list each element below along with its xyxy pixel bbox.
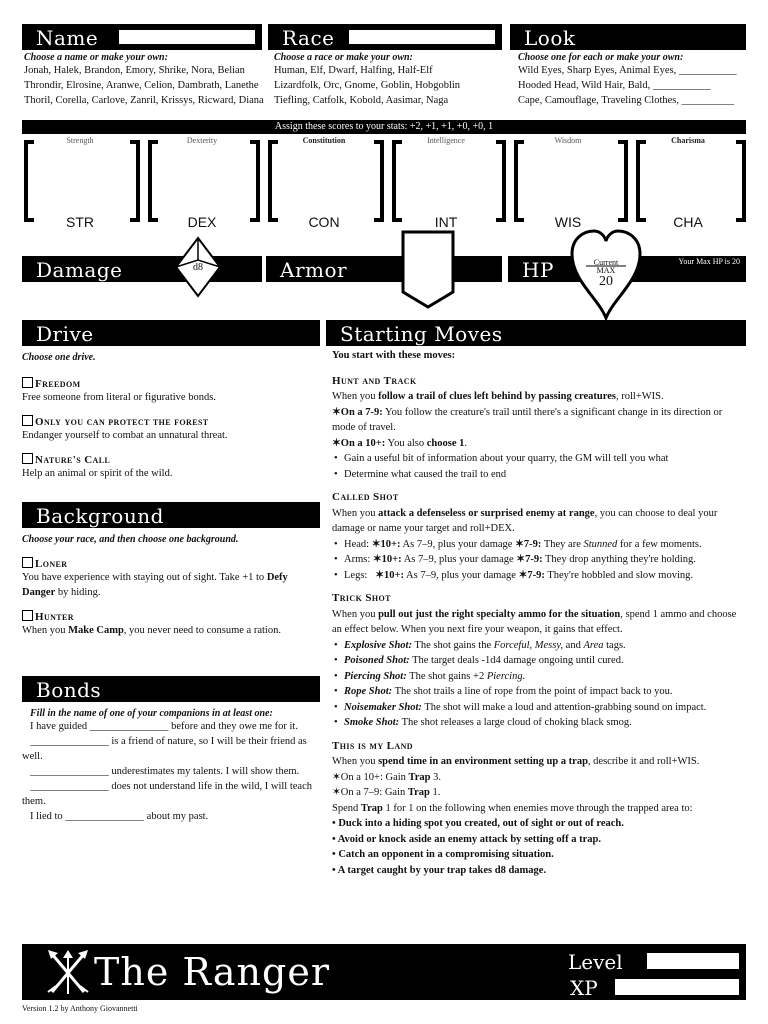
drive-protect-name: Only you can protect the forest	[35, 416, 209, 428]
called-arms-d: ✶7-9:	[516, 554, 543, 565]
called-legs-a: Legs:	[344, 569, 376, 581]
stat-label-int: Intelligence	[427, 136, 465, 145]
armor-title: Armor	[280, 258, 348, 282]
land-l3a: ✶On a 7–9: Gain	[332, 787, 408, 798]
drive-title: Drive	[36, 322, 94, 346]
hp-max-value: 20	[599, 274, 613, 289]
trick-l1a: When you	[332, 608, 379, 620]
race-input[interactable]	[348, 29, 496, 45]
land-l3c: 1.	[429, 787, 441, 798]
called-head-a: Head:	[344, 538, 372, 550]
stat-abbr-wis: WIS	[554, 214, 582, 230]
stat-label-wis: Wisdom	[554, 136, 582, 145]
hunt-l3c: choose 1	[426, 437, 465, 449]
trick-item: • Noisemaker Shot: The shot will make a loud and attention-grabbing sound on impact.	[332, 700, 748, 716]
look-title: Look	[524, 26, 576, 50]
drive-protect-desc: Endanger yourself to combat an unnatural threat.	[22, 430, 228, 441]
con-bracket-left	[268, 140, 278, 222]
hunt-l3b: You also	[385, 437, 427, 449]
str-bracket-right	[130, 140, 140, 222]
land-l4a: Spend	[332, 802, 361, 814]
land-l2c: 3.	[430, 771, 442, 783]
name-line-1: Jonah, Halek, Brandon, Emory, Shrike, Nora, Belian	[24, 65, 245, 76]
look-line-2: Hooded Head, Wild Hair, Bald, ___________	[518, 80, 711, 91]
damage-title: Damage	[36, 258, 123, 282]
con-bracket-right	[374, 140, 384, 222]
called-head-e: They are	[541, 538, 584, 550]
natures-call-checkbox[interactable]	[22, 453, 33, 464]
armor-bar	[266, 256, 502, 282]
look-options	[518, 52, 750, 108]
hunt-bullet-2: • Determine what caused the trail to end	[332, 467, 748, 483]
background-bar	[22, 502, 320, 528]
stat-label-con: Constitution	[302, 136, 346, 145]
name-line-2: Throndir, Elrosine, Aranwe, Celion, Dambrath, Lanethe	[24, 80, 259, 91]
background-loner-name: Loner	[35, 558, 68, 570]
loner-checkbox[interactable]	[22, 557, 33, 568]
bonds-instructions: Fill in the name of one of your companions in at least one:	[30, 708, 273, 719]
called-head-c: As 7–9, plus your damage	[400, 538, 516, 550]
wis-bracket-right	[618, 140, 628, 222]
wis-bracket-left	[514, 140, 524, 222]
loner-text-b: Defy Danger	[22, 572, 288, 598]
land-l1a: When you	[332, 756, 379, 767]
damage-die-label: d8	[193, 262, 203, 273]
drive-freedom-name: Freedom	[35, 378, 81, 390]
moves-section	[332, 348, 748, 878]
trick-item: • Smoke Shot: The shot releases a large cloud of choking black smog.	[332, 715, 748, 731]
called-l1c: , you can choose to deal your damage or name your target and roll+DEX.	[332, 507, 718, 534]
look-instructions: Choose one for each or make your own:	[518, 52, 684, 63]
called-arms-b: ✶10+:	[372, 554, 402, 565]
hunter-text-b: Make Camp	[68, 625, 124, 636]
called-legs-d: ✶7-9:	[518, 569, 545, 581]
look-line-1: Wild Eyes, Sharp Eyes, Animal Eyes, ___________	[518, 65, 737, 76]
drive-freedom-desc: Free someone from literal or figurative bonds.	[22, 392, 216, 403]
called-head-d: ✶7-9:	[515, 538, 542, 550]
drive-call-desc: Help an animal or spirit of the wild.	[22, 468, 173, 479]
drive-instructions: Choose one drive.	[22, 352, 96, 363]
name-options	[24, 52, 270, 108]
trick-item: • Explosive Shot: The shot gains the Forceful, Messy, and Area tags.	[332, 638, 748, 654]
footer-bar	[22, 944, 746, 1000]
land-bullet-1: • Duck into a hiding spot you created, out of sight or out of reach.	[332, 818, 624, 829]
cha-score-input[interactable]	[648, 146, 734, 206]
race-line-3: Tiefling, Catfolk, Kobold, Aasimar, Naga	[274, 95, 449, 106]
race-title: Race	[282, 26, 335, 50]
loner-text-c: by hiding.	[55, 587, 101, 598]
freedom-checkbox[interactable]	[22, 377, 33, 388]
move-trick-name: Trick Shot	[332, 592, 391, 604]
look-header-bar	[510, 24, 746, 50]
race-instructions: Choose a race or make your own:	[274, 52, 413, 63]
look-line-3: Cape, Camouflage, Traveling Clothes, __________	[518, 95, 735, 106]
hunt-l3a: ✶On a 10+:	[332, 437, 386, 449]
trick-item: • Rope Shot: The shot trails a line of rope from the point of impact back to you.	[332, 684, 748, 700]
starting-moves-title: Starting Moves	[340, 322, 503, 346]
xp-input[interactable]	[614, 978, 740, 996]
hunt-l2a: ✶On a 7-9:	[332, 406, 383, 418]
drive-section	[22, 352, 322, 481]
shield-icon[interactable]	[401, 230, 455, 310]
hp-max-label: MAX	[596, 266, 616, 275]
int-bracket-left	[392, 140, 402, 222]
stat-label-dex: Dexterity	[186, 136, 218, 145]
land-l4b: Trap	[360, 802, 383, 814]
hp-current-label: Current	[593, 258, 619, 267]
race-header-bar	[268, 24, 502, 50]
hunt-l1b: follow a trail of clues left behind by passing creatures	[378, 391, 616, 402]
land-l2b: Trap	[408, 771, 431, 783]
hunt-l2b: You follow the creature's trail until there's a significant change in its direction or mode of travel.	[332, 406, 723, 433]
loner-text-a: You have experience with staying out of sight. Take +1 to	[22, 572, 267, 583]
called-arms-a: Arms:	[344, 554, 373, 565]
name-line-3: Thoril, Corella, Carlove, Zanril, Krissys, Ricward, Diana	[24, 95, 264, 106]
dex-bracket-right	[250, 140, 260, 222]
class-title: The Ranger	[94, 950, 330, 994]
hp-title: HP	[522, 258, 554, 282]
stats-assign-bar	[22, 120, 746, 134]
trick-item: • Poisoned Shot: The target deals -1d4 damage ongoing until cured.	[332, 653, 748, 669]
race-line-1: Human, Elf, Dwarf, Halfing, Half-Elf	[274, 65, 433, 76]
background-hunter-name: Hunter	[35, 611, 74, 623]
land-l2a: ✶On a 10+: Gain	[332, 771, 409, 783]
damage-bar	[22, 256, 262, 282]
stat-label-str: Strength	[66, 136, 94, 145]
bond-line-2[interactable]: _______________ is a friend of nature, so I will be their friend as well.	[22, 736, 307, 762]
int-bracket-right	[496, 140, 506, 222]
called-arms-e: They drop anything they're holding.	[542, 554, 696, 565]
called-l1b: attack a defenseless or surprised enemy at range	[378, 507, 595, 519]
race-options	[274, 52, 510, 108]
move-land-name: This is my Land	[332, 739, 413, 752]
stat-label-cha: Charisma	[671, 136, 705, 145]
called-legs-b: ✶10+:	[375, 569, 404, 581]
background-title: Background	[36, 504, 164, 528]
land-l4c: 1 for 1 on the following when enemies move through the trapped area to:	[382, 802, 693, 814]
called-l1a: When you	[332, 507, 379, 519]
con-score-input[interactable]	[280, 146, 372, 206]
stats-assign-text: Assign these scores to your stats: +2, +1, +1, +0, +0, 1	[274, 121, 494, 132]
land-l1c: , describe it and roll+WIS.	[587, 756, 700, 767]
stat-abbr-con: CON	[308, 214, 340, 230]
trick-l1c: , spend 1 ammo and choose an effect below. When you next fire your weapon, it gains that effect.	[332, 608, 737, 635]
drive-call-name: Nature's Call	[35, 454, 111, 466]
hunter-checkbox[interactable]	[22, 610, 33, 621]
name-header-bar	[22, 24, 262, 50]
hp-max-note: Your Max HP is 20	[678, 257, 740, 266]
stat-abbr-str: STR	[66, 214, 94, 230]
name-title: Name	[36, 26, 99, 50]
hunt-l3d: .	[464, 437, 467, 449]
land-l3b: Trap	[407, 787, 430, 798]
starting-moves-bar	[326, 320, 746, 346]
move-called-name: Called Shot	[332, 491, 399, 503]
stat-abbr-cha: CHA	[673, 214, 703, 230]
name-input[interactable]	[118, 29, 256, 45]
land-bullet-4: • A target caught by your trap takes d8 damage.	[332, 864, 547, 876]
land-bullet-2: • Avoid or knock aside an enemy attack by setting off a trap.	[332, 833, 602, 845]
stat-abbr-dex: DEX	[187, 214, 217, 230]
land-l1b: spend time in an environment setting up a trap	[378, 756, 588, 767]
str-bracket-left	[24, 140, 34, 222]
background-instructions: Choose your race, and then choose one background.	[22, 534, 239, 545]
crossed-arrows-icon	[46, 950, 90, 996]
version-credit: Version 1.2 by Anthony Giovannetti	[22, 1004, 138, 1013]
protect-forest-checkbox[interactable]	[22, 415, 33, 426]
dex-bracket-left	[148, 140, 158, 222]
stat-abbr-int: INT	[434, 214, 458, 230]
hunt-l1a: When you	[332, 391, 379, 402]
trick-item: • Piercing Shot: The shot gains +2 Piercing.	[332, 669, 748, 685]
wis-score-input[interactable]	[526, 146, 616, 206]
land-bullet-3: • Catch an opponent in a compromising situation.	[332, 849, 554, 860]
called-arms-c: As 7–9, plus your damage	[401, 554, 517, 565]
background-section	[22, 534, 322, 638]
str-score-input[interactable]	[36, 146, 128, 206]
hunt-bullet-1: • Gain a useful bit of information about your quarry, the GM will tell you what	[332, 451, 748, 467]
level-input[interactable]	[646, 952, 740, 970]
moves-intro: You start with these moves:	[332, 350, 456, 361]
bonds-bar	[22, 676, 320, 702]
race-line-2: Lizardfolk, Orc, Gnome, Goblin, Hobgoblin	[274, 80, 461, 91]
called-legs-c: As 7–9, plus your damage	[403, 569, 519, 581]
bond-line-3[interactable]: _______________ underestimates my talents. I will show them.	[30, 766, 300, 777]
called-legs-e: They're hobbled and slow moving.	[544, 569, 693, 581]
cha-bracket-left	[636, 140, 646, 222]
name-instructions: Choose a name or make your own:	[24, 52, 168, 63]
bonds-title: Bonds	[36, 678, 102, 702]
bond-line-5[interactable]: I lied to _______________ about my past.	[30, 811, 209, 822]
bond-line-4[interactable]: _______________ does not understand life in the wild, I will teach them.	[22, 781, 312, 807]
move-hunt-name: Hunt and Track	[332, 374, 417, 387]
bond-line-1[interactable]: I have guided _______________ before and they owe me for it.	[30, 721, 298, 732]
int-score-input[interactable]	[404, 146, 494, 206]
hunt-l1c: , roll+WIS.	[615, 391, 664, 402]
hunter-text-c: , you never need to consume a ration.	[123, 625, 281, 636]
called-head-g: for a few moments.	[617, 538, 702, 550]
called-head-b: ✶10+:	[371, 538, 401, 550]
dex-score-input[interactable]	[160, 146, 248, 206]
trick-l1b: pull out just the right specialty ammo for the situation	[378, 608, 621, 620]
level-label: Level	[568, 950, 623, 974]
xp-label: XP	[570, 976, 598, 1000]
hunter-text-a: When you	[22, 625, 69, 636]
called-head-f: Stunned	[583, 538, 618, 550]
drive-bar	[22, 320, 320, 346]
bonds-section	[22, 708, 320, 824]
cha-bracket-right	[736, 140, 746, 222]
